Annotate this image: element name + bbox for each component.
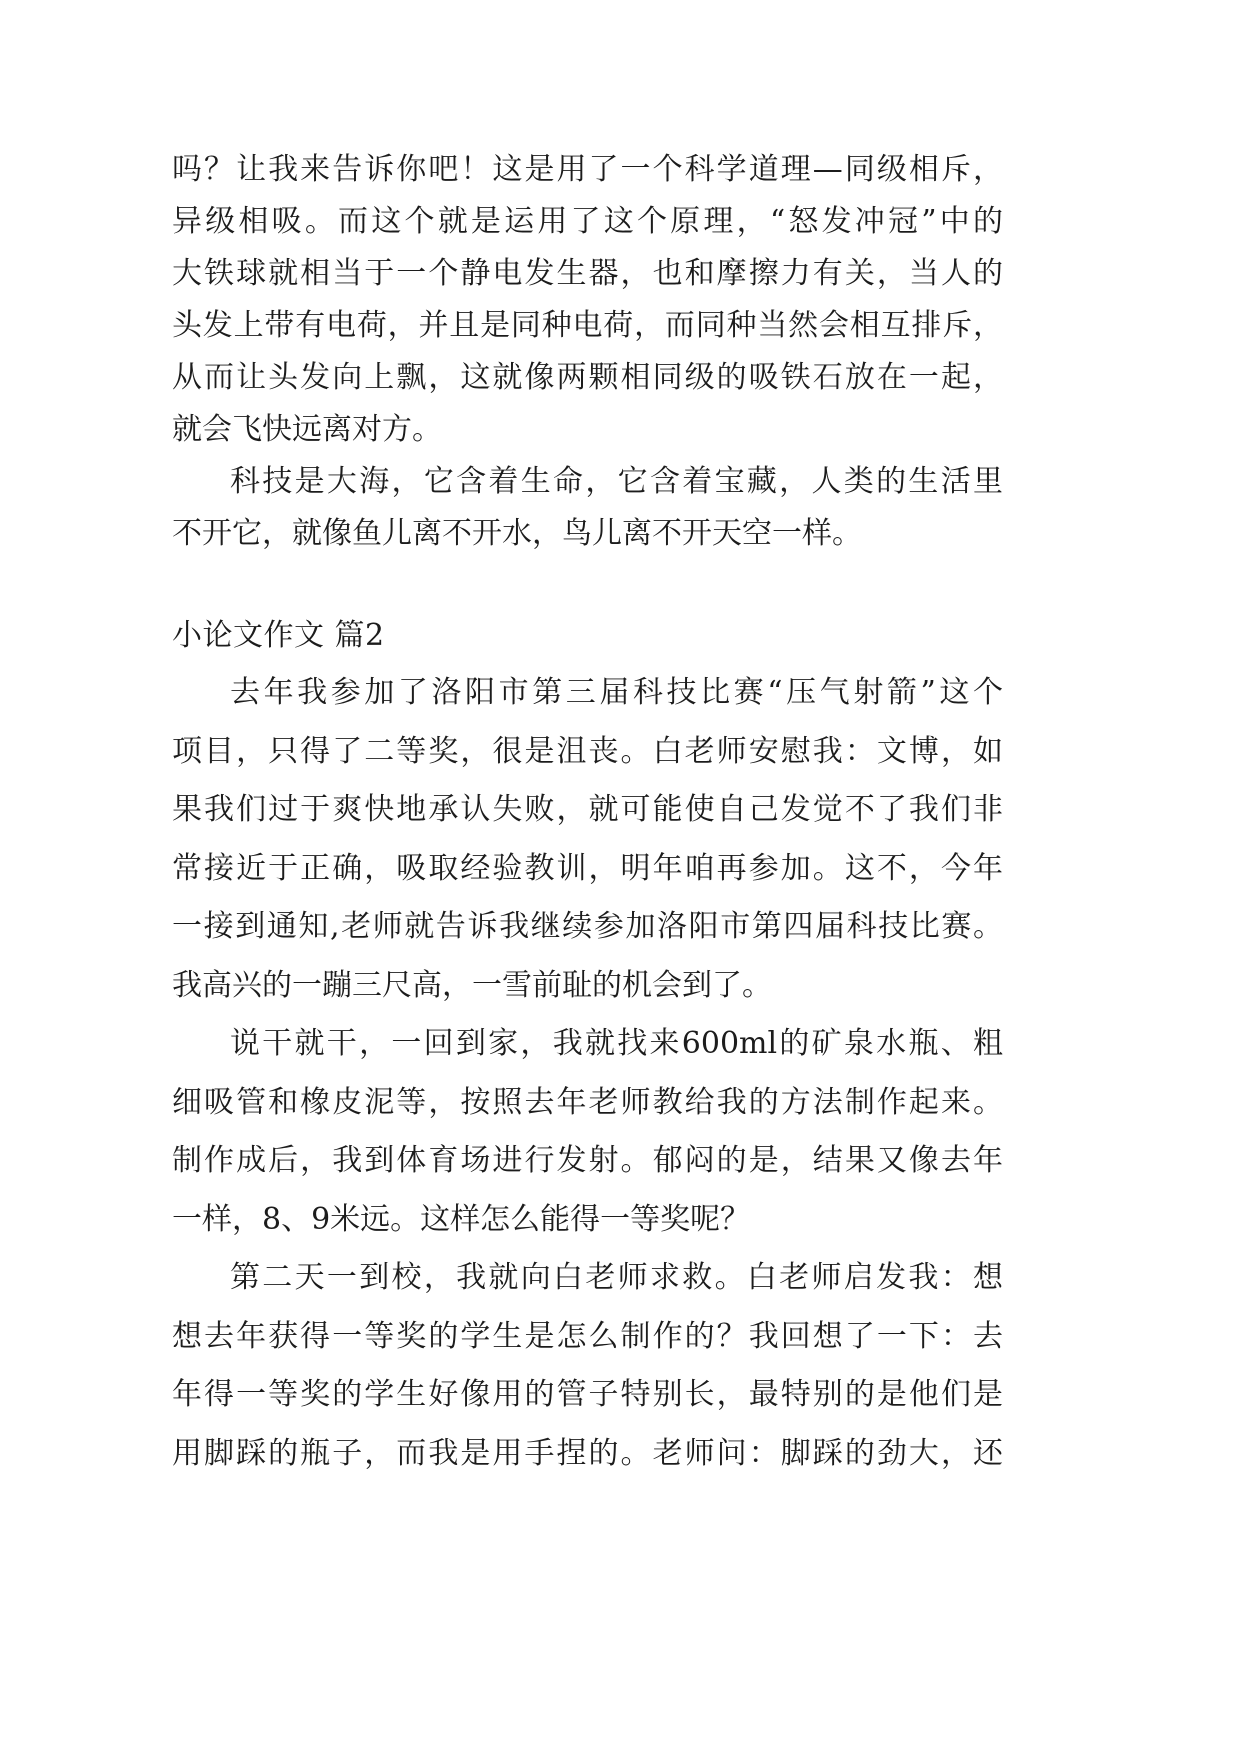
document-body-top <box>172 144 1003 560</box>
text-line: 去年我参加了洛阳市第三届科技比赛“压气射箭”这个 <box>230 675 1003 710</box>
text-line: 想去年获得一等奖的学生是怎么制作的？我回想了一下：去 <box>172 1318 1003 1354</box>
text-line: 就会飞快远离对方。 <box>172 412 442 447</box>
text-line: 异级相吸。而这个就是运用了这个原理，“怒发冲冠”中的 <box>172 204 1003 239</box>
section-heading: 小论文作文 篇2 <box>172 618 385 653</box>
text-line: 细吸管和橡皮泥等，按照去年老师教给我的方法制作起来。 <box>172 1084 1003 1120</box>
text-line: 我高兴的一蹦三尺高，一雪前耻的机会到了。 <box>172 967 772 1003</box>
text-line: 年得一等奖的学生好像用的管子特别长，最特别的是他们是 <box>172 1377 1003 1412</box>
text-line: 从而让头发向上飘，这就像两颗相同级的吸铁石放在一起， <box>172 360 1003 395</box>
text-line: 吗？让我来告诉你吧！这是用了一个科学道理—同级相斥， <box>172 152 1003 187</box>
text-line: 一样，8、9米远。这样怎么能得一等奖呢？ <box>172 1201 751 1237</box>
paragraph <box>172 664 1003 1015</box>
text-line: 科技是大海，它含着生命，它含着宝藏，人类的生活里 <box>230 464 1003 499</box>
paragraph <box>172 1249 1003 1483</box>
text-line: 大铁球就相当于一个静电发生器，也和摩擦力有关，当人的 <box>172 256 1003 291</box>
paragraph <box>172 456 1003 560</box>
paragraph <box>172 1015 1003 1249</box>
text-line: 第二天一到校，我就向白老师求救。白老师启发我：想 <box>230 1260 1003 1295</box>
text-line: 用脚踩的瓶子，而我是用手捏的。老师问：脚踩的劲大，还 <box>172 1435 1003 1471</box>
text-line: 常接近于正确，吸取经验教训，明年咱再参加。这不，今年 <box>172 850 1003 886</box>
text-line: 不开它，就像鱼儿离不开水，鸟儿离不开天空一样。 <box>172 516 862 551</box>
paragraph <box>172 144 1003 456</box>
text-line: 项目，只得了二等奖，很是沮丧。白老师安慰我：文博，如 <box>172 733 1003 769</box>
text-line: 一接到通知,老师就告诉我继续参加洛阳市第四届科技比赛。 <box>172 909 1003 944</box>
text-line: 说干就干，一回到家，我就找来600ml的矿泉水瓶、粗 <box>230 1026 1003 1061</box>
text-line: 头发上带有电荷，并且是同种电荷，而同种当然会相互排斥， <box>172 308 1003 343</box>
text-line: 制作成后，我到体育场进行发射。郁闷的是，结果又像去年 <box>172 1143 1003 1178</box>
document-body-section <box>172 664 1003 1483</box>
text-line: 果我们过于爽快地承认失败，就可能使自己发觉不了我们非 <box>172 792 1003 827</box>
section-heading-block <box>172 607 1003 665</box>
